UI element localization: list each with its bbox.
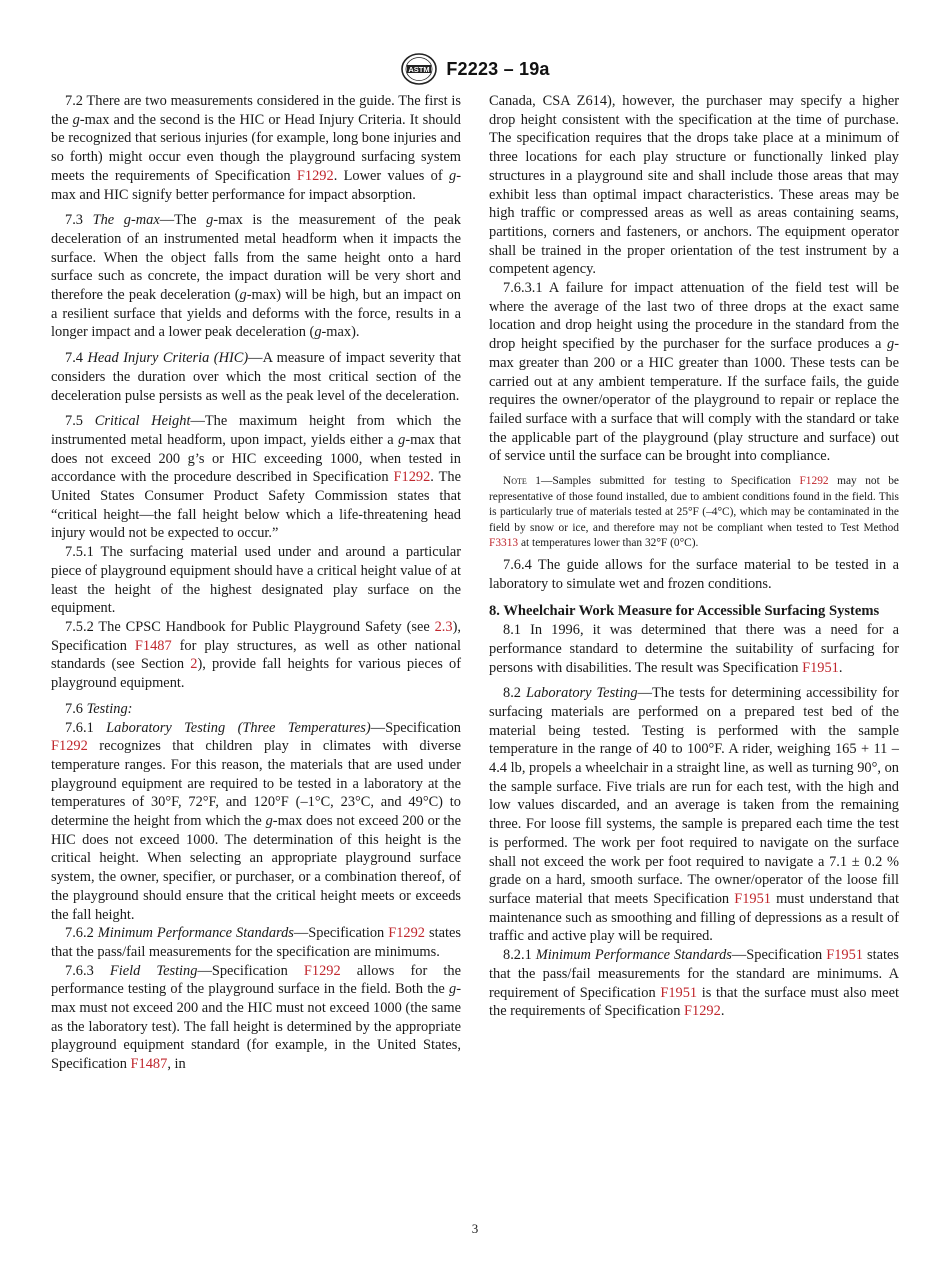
link-section-2-3[interactable]: 2.3 xyxy=(434,618,453,635)
paragraph-7-6-3-1: 7.6.3.1 A failure for impact attenuation of the field test will be where the average of the last two of three drops at the exact same location and drop height using the procedure in the standard from the drop height specified by the purchaser for the surface produces a g-max greater than 200 or a HIC greater than 1000. These tests can be carried out at any ambient temperature. If the surface fails, the guide requires the owner/operator of the playground to repair or replace the failed surface with a surface that will comply with the standard or take the applicable part of the playground (play structure and surface) out of service until the surface can be brought into compliance. xyxy=(489,280,899,465)
link-f1951[interactable]: F1951 xyxy=(734,890,771,907)
link-f1487[interactable]: F1487 xyxy=(130,1056,168,1073)
link-f1292[interactable]: F1292 xyxy=(303,962,341,979)
astm-logo-icon xyxy=(400,52,438,86)
paragraph-8-1: 8.1 In 1996, it was determined that there was a need for a performance standard to determine the suitability of surfacing for persons with disabilities. The result was Specification F1951. xyxy=(489,622,899,676)
paragraph-7-5-2: 7.5.2 The CPSC Handbook for Public Playground Safety (see 2.3), Specification F1487 for play structures, as well as other national standards (see Section 2), provide fall heights for various pieces of playground equipment. xyxy=(51,618,461,692)
paragraph-7-6: 7.6 Testing: xyxy=(65,700,133,717)
paragraph-7-6-3: 7.6.3 Field Testing—Specification F1292 allows for the performance testing of the playground surface in the field. Both the g-max must not exceed 200 and the HIC must not exceed 1000 (the same as the laboratory test). The fall height is determined by the appropriate playground equipment standard (for example, in the United States, Specification F1487, in xyxy=(51,962,461,1073)
paragraph-7-4: 7.4 Head Injury Criteria (HIC)—A measure of impact severity that considers the duration over which the most critical section of the deceleration pulse persists as well as the peak level of the deceleration. xyxy=(51,350,461,404)
standard-designation: F2223 – 19a xyxy=(446,58,550,79)
link-f1292[interactable]: F1292 xyxy=(51,738,88,755)
paragraph-7-5-1: 7.5.1 The surfacing material used under and around a particular piece of playground equipment should have a critical height value of at least the height of the highest designated play surface on the equipment. xyxy=(51,544,461,617)
link-section-2[interactable]: 2 xyxy=(190,656,198,673)
link-f1292[interactable]: F1292 xyxy=(393,469,431,486)
page-header xyxy=(0,52,950,86)
paragraph-7-5: 7.5 Critical Height—The maximum height from which the instrumented metal headform, upon impact, yields either a g-max that does not exceed 200 g’s or HIC exceeding 1000, when tested in accordance with the procedure described in Specification F1292. The United States Consumer Product Safety Commission states that “critical height—the fall height below which a life-threatening head injury would not be expected to occur.” xyxy=(51,413,462,542)
paragraph-7-6-1: 7.6.1 Laboratory Testing (Three Temperatures)—Specification F1292 recognizes that children play in climates with diverse temperature ranges. For this reason, the materials that are used under playground equipment are required to be tested in a laboratory at the temperatures of 30°F, 72°F, and 120°F (–1°C, 23°C, and 49°C) to determine the height from which the g-max does not exceed 200 or the HIC does not exceed 1000. The determination of this height is the critical height. When selecting an appropriate playground surface system, the owner, specifier, or purchaser, or a combination thereof, of the playground should ensure that the critical height meets or exceeds the fall height. xyxy=(51,719,461,923)
link-f1951[interactable]: F1951 xyxy=(826,947,864,964)
paragraph-7-6-2: 7.6.2 Minimum Performance Standards—Specification F1292 states that the pass/fail measurements for the specification are minimums. xyxy=(51,925,461,960)
paragraph-7-6-4: 7.6.4 The guide allows for the surface material to be tested in a laboratory to simulate wet and frozen conditions. xyxy=(489,557,899,592)
section-8-heading: 8. Wheelchair Work Measure for Accessible Surfacing Systems xyxy=(489,603,880,620)
paragraph-7-2: 7.2 There are two measurements considered in the guide. The first is the g-max and the second is the HIC or Head Injury Criteria. It should be recognized that serious injuries (for example, long bone injuries and so forth) might occur even though the playground surfacing system meets the requirements of Specification F1292. Lower values of g-max and HIC signify better performance for impact absorption. xyxy=(51,93,461,203)
paragraph-7-3: 7.3 The g-max—The g-max is the measurement of the peak deceleration of an instrumented metal headform when it impacts the surface. When the object falls from the same height onto a hard surface such as concrete, the impact duration will be very short and therefore the peak deceleration (g-max) will be high, but an impact on a resilient surface that yields and deforms with the force, results in a longer impact and a lower peak deceleration (g-max). xyxy=(51,212,461,341)
right-column xyxy=(489,92,899,1021)
link-f1292[interactable]: F1292 xyxy=(388,925,426,942)
link-f1292[interactable]: F1292 xyxy=(296,167,334,184)
paragraph-8-2-1: 8.2.1 Minimum Performance Standards—Specification F1951 states that the pass/fail measurements for the standard are minimums. A requirement of Specification F1951 is that the surface must also meet the requirements of Specification F1292. xyxy=(489,947,899,1020)
link-f3313[interactable]: F3313 xyxy=(489,537,519,550)
link-f1292[interactable]: F1292 xyxy=(799,475,829,488)
paragraph-7-6-3-continued: Canada, CSA Z614), however, the purchaser may specify a higher drop height consistent with the specification at the time of purchase. The specification requires that the drops take place at a minimum of three locations for each play structure or functionally linked play structures in a playground site and shall include those areas that may exhibit less than optimal impact characteristics. These areas may be high traffic or compressed areas as well as areas containing seams, partitions, corners and fasteners, or anchors. The equipment operator shall be trained in the proper orientation of the test instrument by a competent agency. xyxy=(489,93,899,278)
link-f1951[interactable]: F1951 xyxy=(802,659,839,676)
svg-text:ASTM: ASTM xyxy=(408,64,430,74)
page-number: 3 xyxy=(471,1221,479,1236)
paragraph-8-2: 8.2 Laboratory Testing—The tests for determining accessibility for surfacing materials are performed on a prepared test bed of the material being tested. Testing is performed with the sample temperature in the range of 40 to 100°F. A rider, weighing 165 + 11 – 4.4 lb, propels a wheelchair in a straight line, as well as turning 90°, on the sample surface. Five trials are run for each test, with the high and low values discarded, and an average is taken from the remaining three. For loose fill systems, the sample is prepared each time the test is performed. The work per foot required to navigate on the surface shall not exceed the work per foot required to navigate a 7.1 ± 0.2 % grade on a hard, smooth surface. The owner/operator of the loose fill surface material that meets Specification F1951 must understand that maintenance such as smoothing and filling of depressions as a result of traffic and active play will be required. xyxy=(489,685,899,945)
link-f1487[interactable]: F1487 xyxy=(134,637,172,654)
link-f1292[interactable]: F1292 xyxy=(684,1003,721,1020)
note-1: Note 1—Samples submitted for testing to Specification F1292 may not be representative of those found installed, due to ambient conditions found in the field. This is particularly true of materials tested at 25°F (–4°C), which may be contaminated in the field by snow or ice, and therefore may not be compliant when tested to Test Method F3313 at temperatures lower than 32°F (0°C). xyxy=(489,475,899,550)
link-f1951[interactable]: F1951 xyxy=(660,984,698,1001)
left-column xyxy=(51,92,461,1074)
